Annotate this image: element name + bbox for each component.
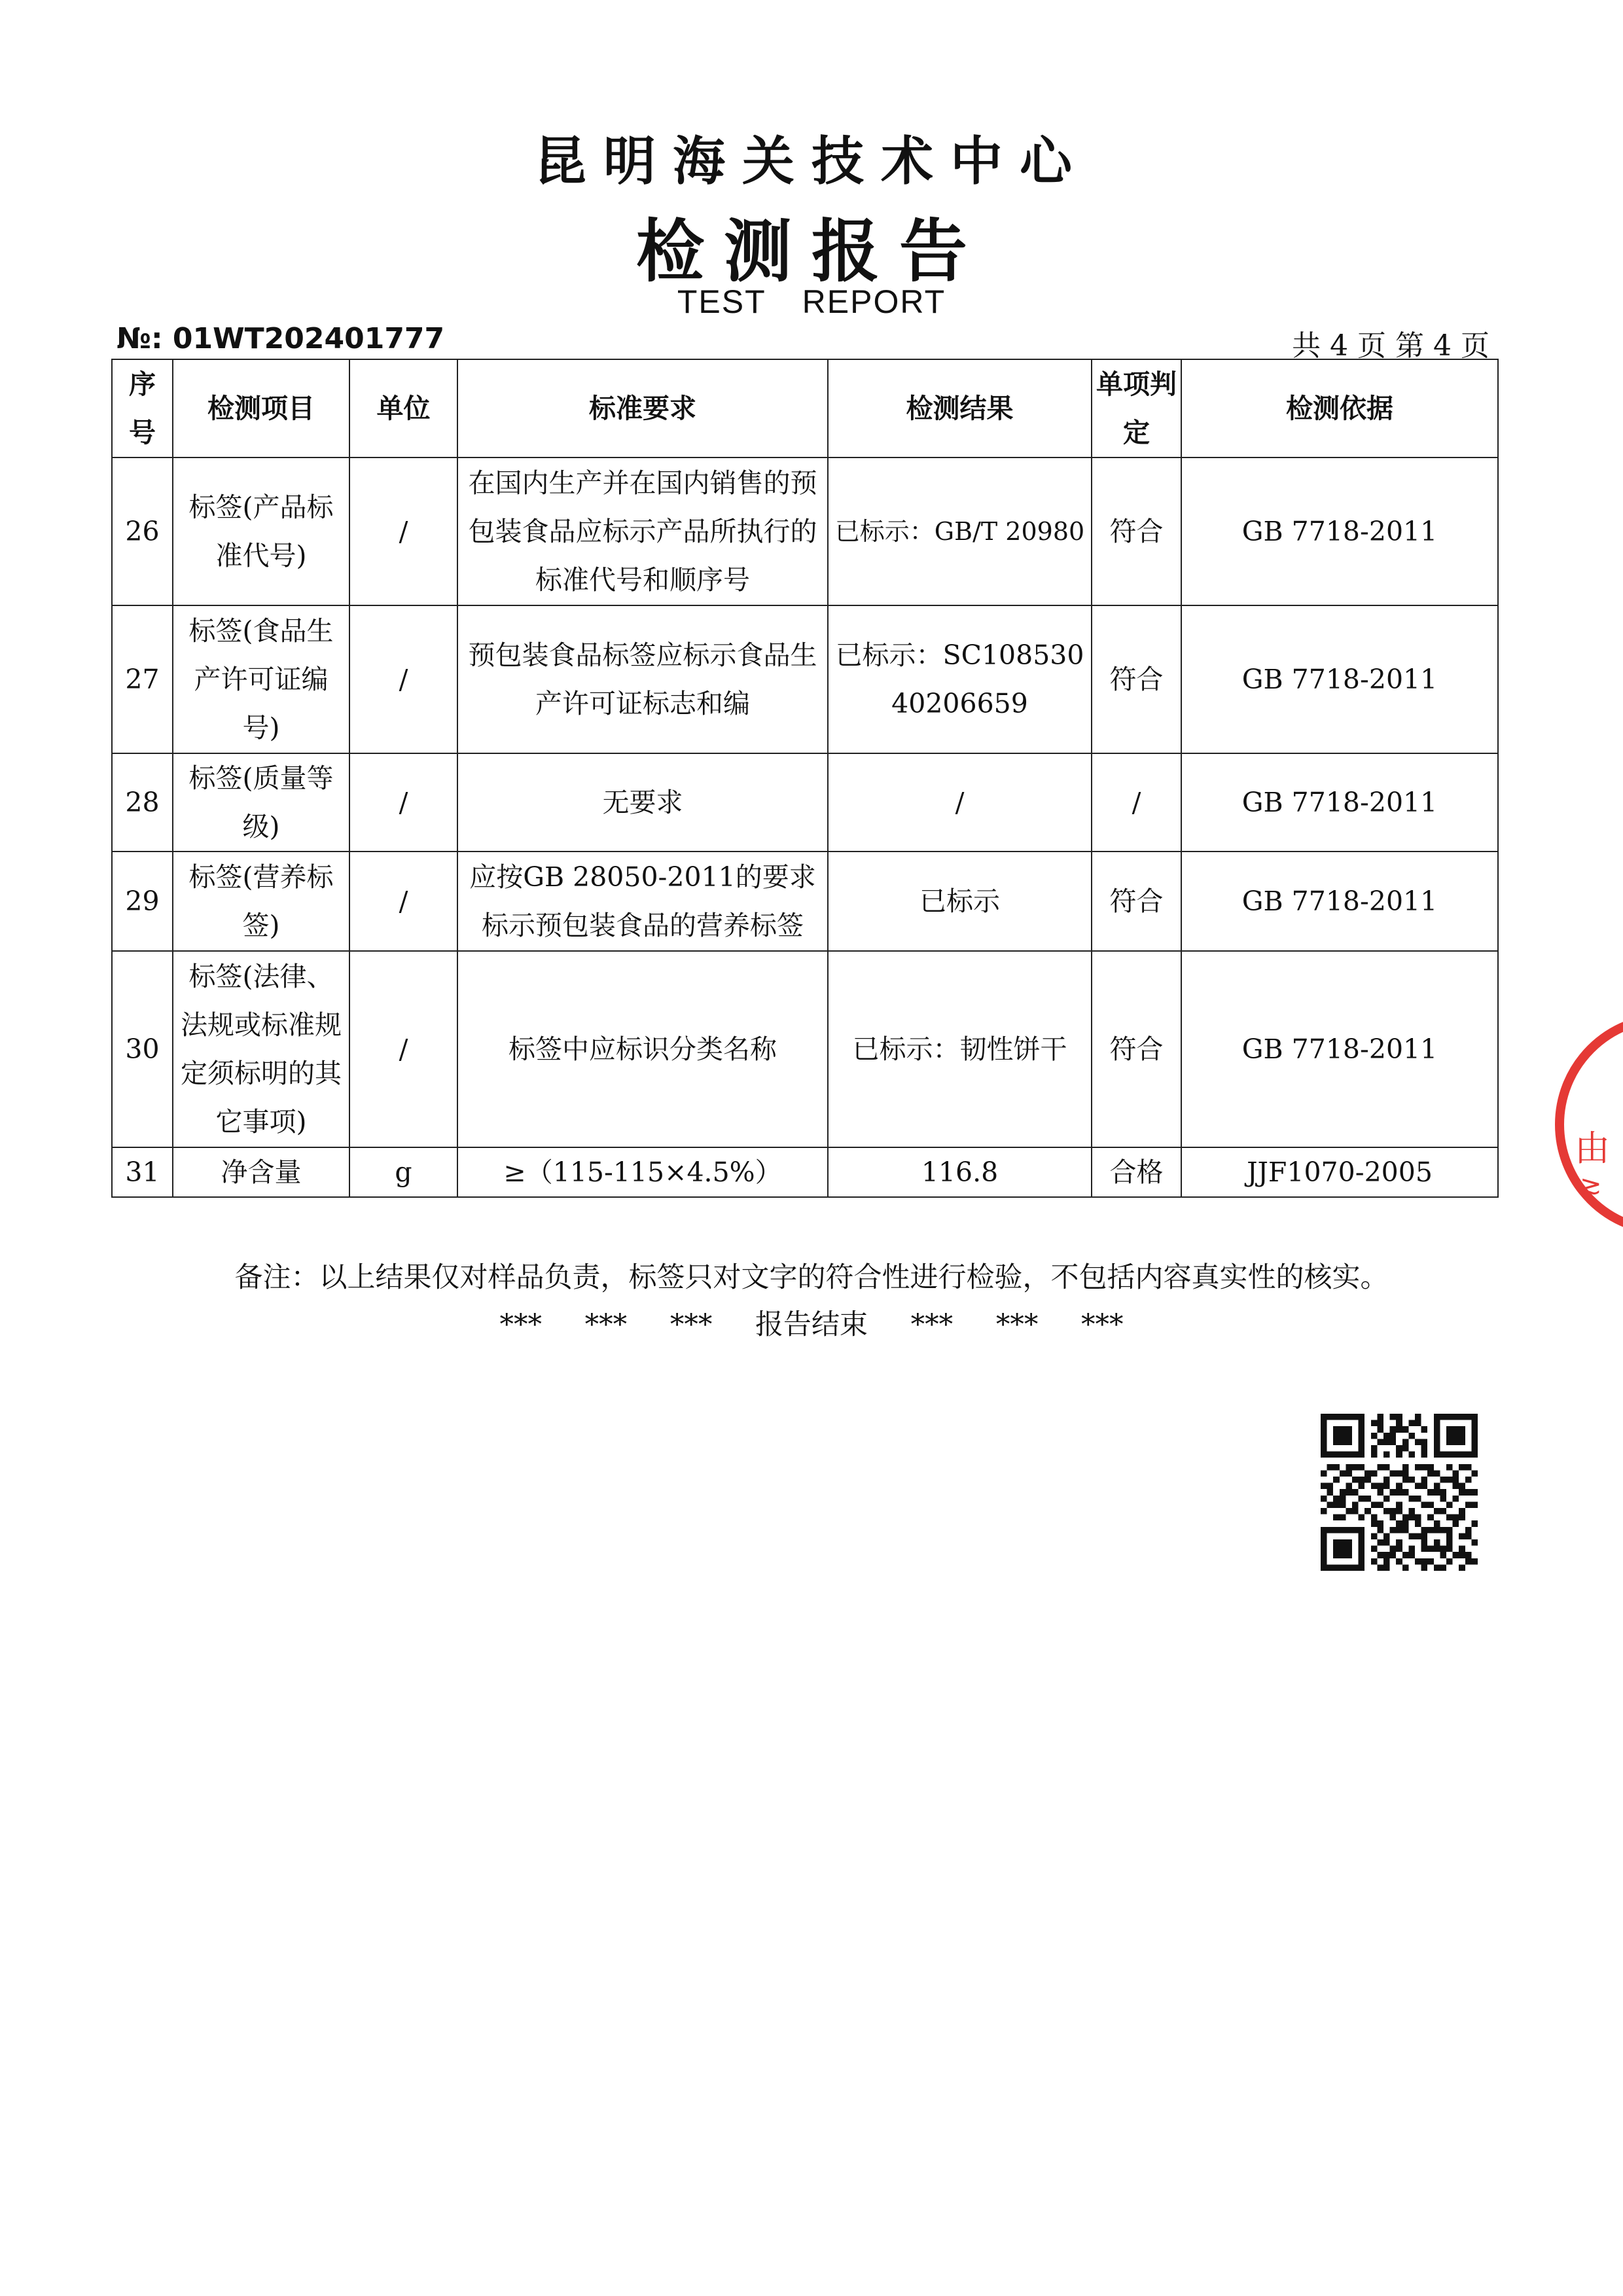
cell-unit: /: [349, 951, 457, 1147]
cell-item: 标签(食品生产许可证编号): [173, 605, 349, 753]
report-number: №: 01WT202401777: [116, 322, 445, 355]
col-header-item: 检测项目: [173, 359, 349, 457]
end-stars: ***: [1081, 1308, 1124, 1341]
cell-item: 标签(质量等级): [173, 753, 349, 852]
cell-result: 已标示：韧性饼干: [828, 951, 1092, 1147]
end-stars: ***: [995, 1308, 1039, 1341]
cell-item: 净含量: [173, 1147, 349, 1197]
cell-requirement: ≥（115-115×4.5%）: [457, 1147, 828, 1197]
end-stars: ***: [910, 1308, 954, 1341]
cell-item: 标签(营养标签): [173, 852, 349, 951]
cell-basis: GB 7718-2011: [1181, 457, 1498, 605]
cell-no: 31: [112, 1147, 173, 1197]
cell-no: 29: [112, 852, 173, 951]
end-stars: ***: [499, 1308, 542, 1341]
cell-judgement: 符合: [1092, 457, 1181, 605]
official-seal-stamp: [1555, 1013, 1623, 1236]
cell-judgement: /: [1092, 753, 1181, 852]
seal-glyph: ≳: [1580, 1170, 1602, 1200]
seal-glyph: 由: [1575, 1128, 1610, 1169]
table-row: [112, 457, 1498, 605]
table-row: [112, 1147, 1498, 1197]
cell-result: /: [828, 753, 1092, 852]
cell-judgement: 符合: [1092, 951, 1181, 1147]
col-header-basis: 检测依据: [1181, 359, 1498, 457]
cell-judgement: 合格: [1092, 1147, 1181, 1197]
cell-unit: /: [349, 605, 457, 753]
end-text: 报告结束: [755, 1308, 868, 1341]
col-header-judgement: 单项判定: [1092, 359, 1181, 457]
results-table: [111, 359, 1499, 1198]
cell-basis: GB 7718-2011: [1181, 951, 1498, 1147]
cell-item: 标签(产品标准代号): [173, 457, 349, 605]
cell-basis: GB 7718-2011: [1181, 753, 1498, 852]
cell-no: 27: [112, 605, 173, 753]
cell-judgement: 符合: [1092, 605, 1181, 753]
cell-judgement: 符合: [1092, 852, 1181, 951]
col-header-result: 检测结果: [828, 359, 1092, 457]
cell-result: 已标示: [828, 852, 1092, 951]
cell-no: 26: [112, 457, 173, 605]
qr-code-icon: [1321, 1414, 1478, 1571]
cell-basis: GB 7718-2011: [1181, 852, 1498, 951]
table-row: [112, 951, 1498, 1147]
cell-requirement: 应按GB 28050-2011的要求标示预包装食品的营养标签: [457, 852, 828, 951]
cell-basis: JJF1070-2005: [1181, 1147, 1498, 1197]
col-header-no: 序号: [112, 359, 173, 457]
org-name: 昆明海关技术中心: [534, 131, 1089, 192]
report-end-line: [0, 1302, 1623, 1342]
cell-requirement: 在国内生产并在国内销售的预包装食品应标示产品所执行的标准代号和顺序号: [457, 457, 828, 605]
cell-requirement: 标签中应标识分类名称: [457, 951, 828, 1147]
cell-no: 30: [112, 951, 173, 1147]
report-title: 检测报告: [635, 211, 987, 291]
table-row: [112, 753, 1498, 852]
table-header-row: [112, 359, 1498, 457]
table-row: [112, 852, 1498, 951]
end-stars: ***: [669, 1308, 713, 1341]
cell-item: 标签(法律、法规或标准规定须标明的其它事项): [173, 951, 349, 1147]
cell-result: 116.8: [828, 1147, 1092, 1197]
cell-unit: /: [349, 852, 457, 951]
col-header-unit: 单位: [349, 359, 457, 457]
page-info: 共 4 页 第 4 页: [1292, 329, 1489, 363]
cell-requirement: 预包装食品标签应标示食品生产许可证标志和编: [457, 605, 828, 753]
cell-requirement: 无要求: [457, 753, 828, 852]
cell-result: 已标示：GB/T 20980: [828, 457, 1092, 605]
cell-unit: g: [349, 1147, 457, 1197]
report-subtitle: TEST REPORT: [677, 283, 946, 320]
end-stars: ***: [584, 1308, 628, 1341]
cell-no: 28: [112, 753, 173, 852]
table-row: [112, 605, 1498, 753]
cell-basis: GB 7718-2011: [1181, 605, 1498, 753]
cell-unit: /: [349, 457, 457, 605]
remarks: 备注：以上结果仅对样品负责，标签只对文字的符合性进行检验，不包括内容真实性的核实。: [234, 1261, 1389, 1294]
col-header-requirement: 标准要求: [457, 359, 828, 457]
cell-unit: /: [349, 753, 457, 852]
cell-result: 已标示：SC10853040206659: [828, 605, 1092, 753]
